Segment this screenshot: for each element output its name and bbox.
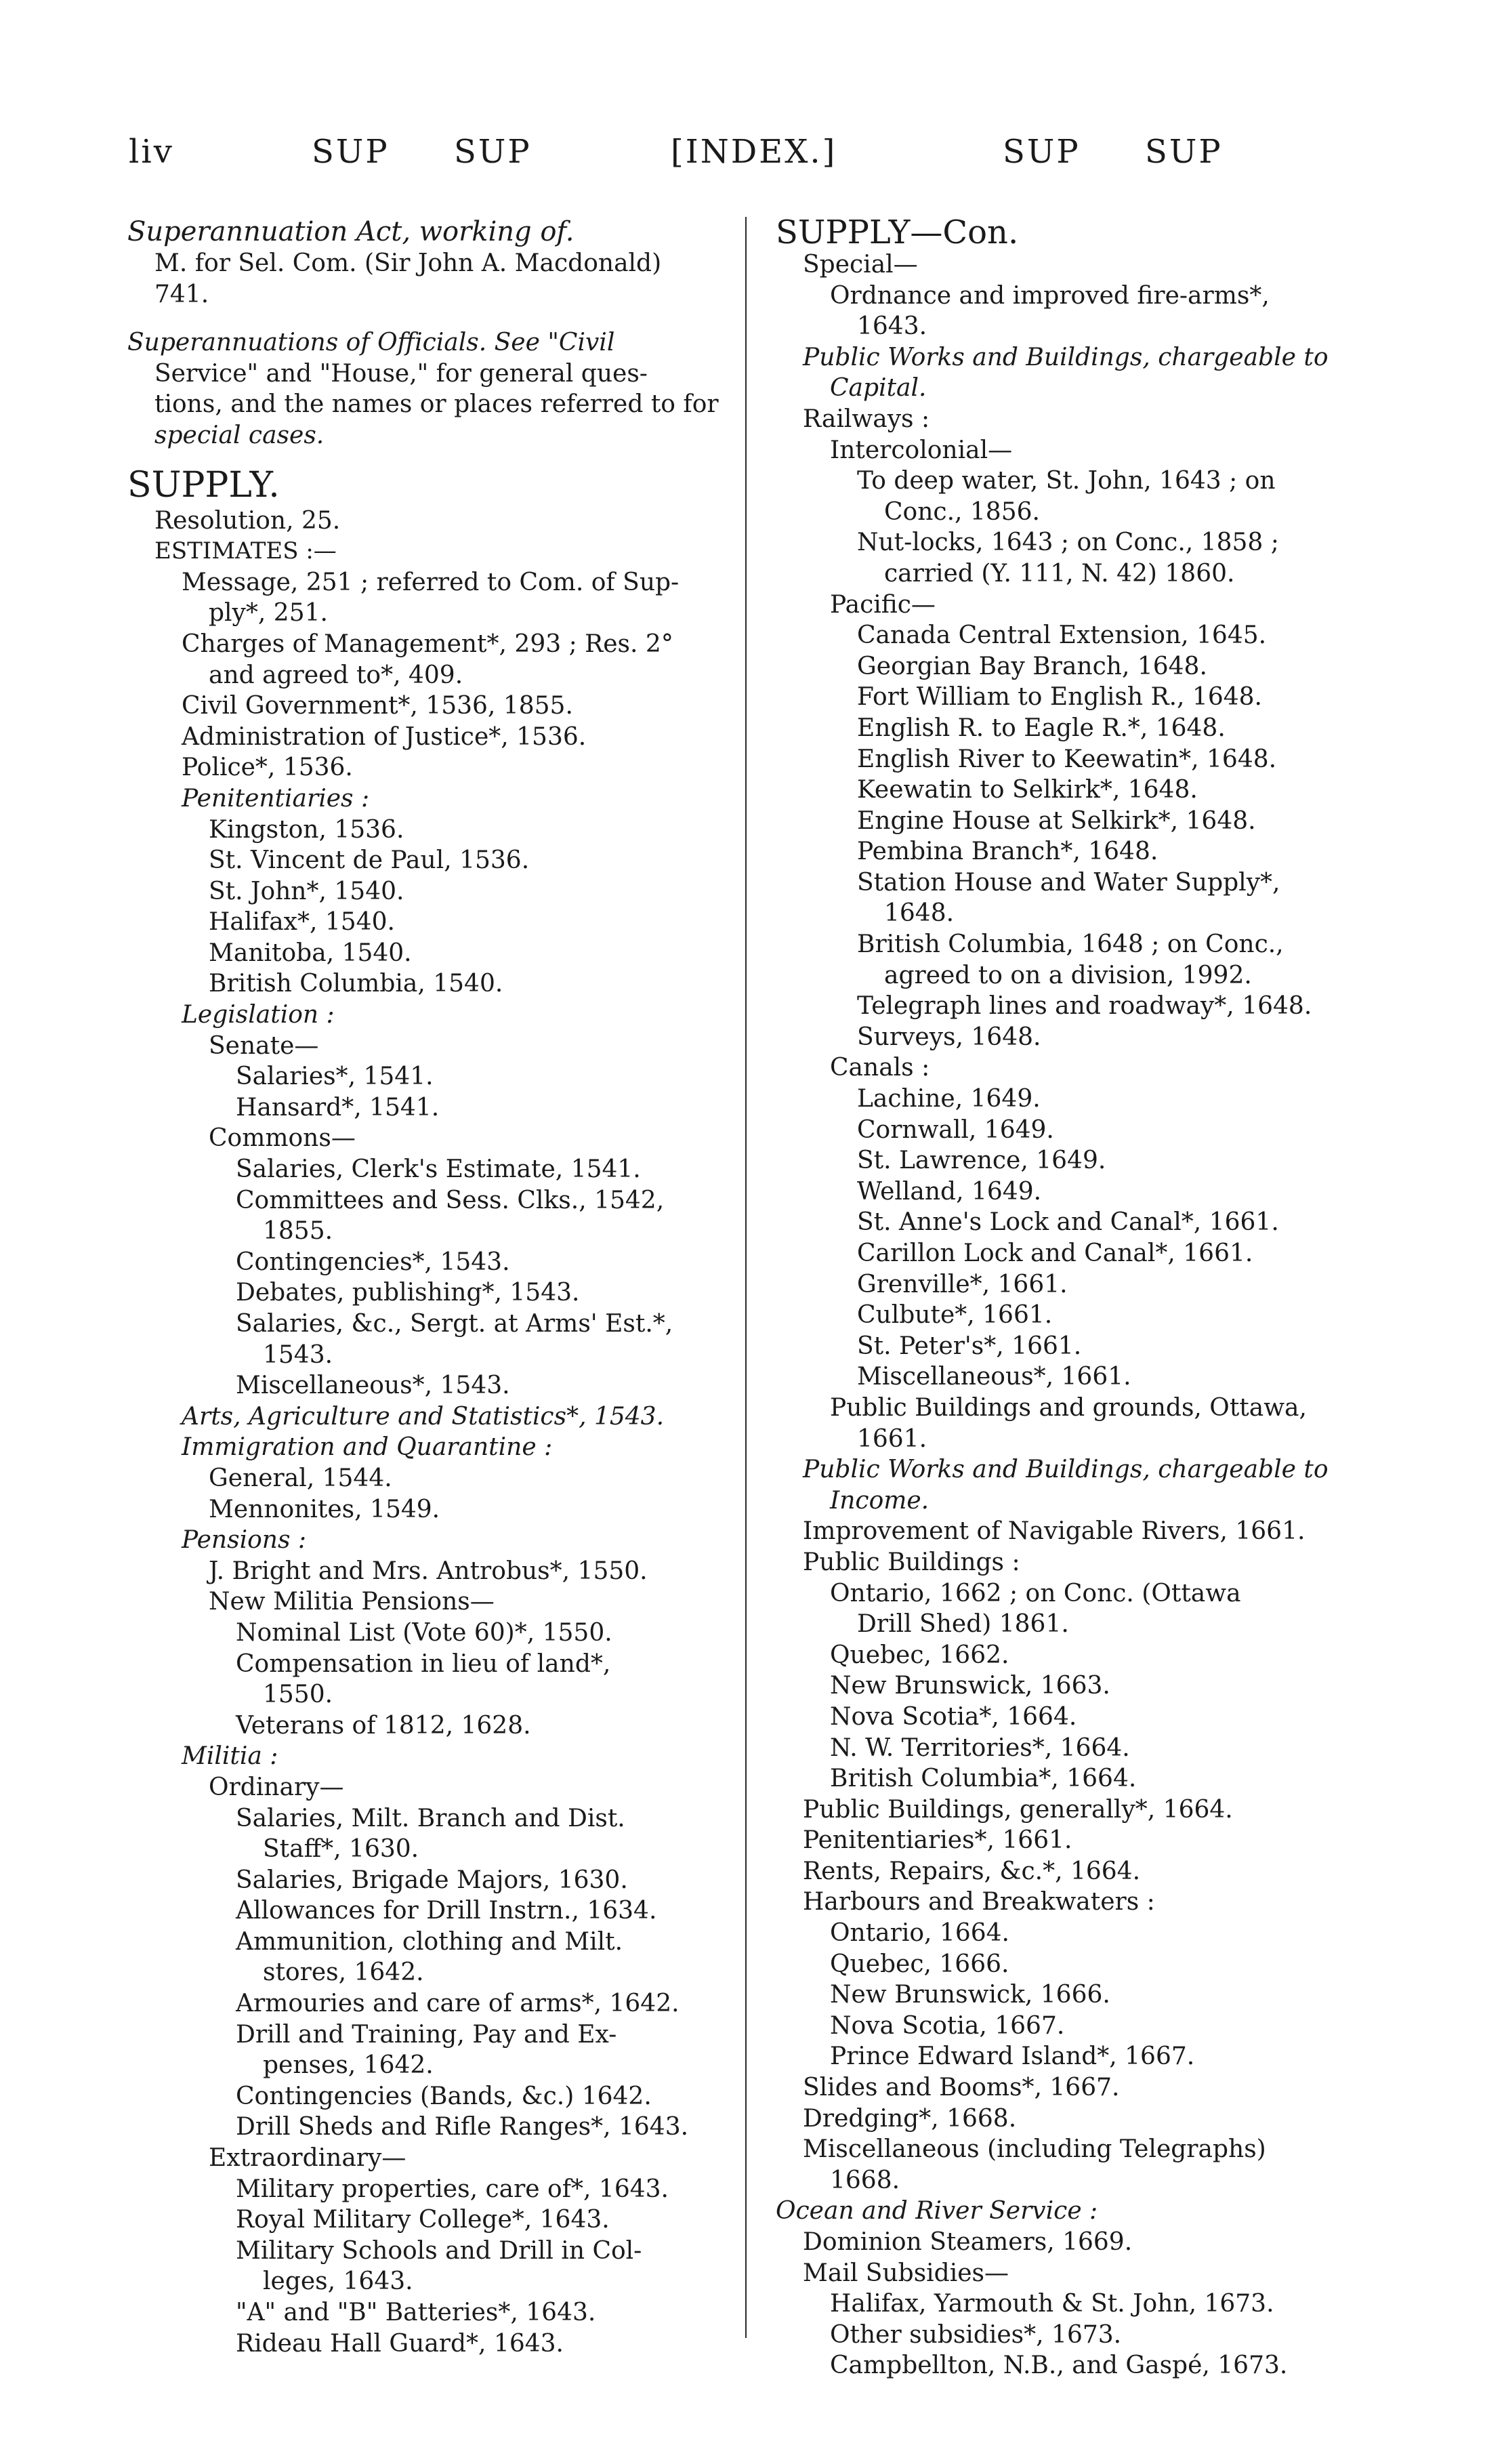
left-index-entry: Immigration and Quarantine : — [182, 1433, 553, 1462]
right-index-entry: Quebec, 1662. — [830, 1641, 1009, 1669]
right-index-entry: St. Lawrence, 1649. — [857, 1147, 1106, 1175]
right-index-entry: Other subsidies*, 1673. — [830, 2320, 1122, 2349]
left-index-entry: Superannuations of Officials. See "Civil — [127, 329, 615, 357]
right-index-entry: agreed to on a division, 1992. — [884, 961, 1252, 989]
left-index-entry: Veterans of 1812, 1628. — [236, 1711, 531, 1740]
left-index-entry: Salaries*, 1541. — [236, 1063, 434, 1091]
right-index-entry: English R. to Eagle R.*, 1648. — [857, 714, 1226, 742]
left-index-entry: Superannuation Act, working of. — [127, 216, 575, 247]
left-index-entry: Mennonites, 1549. — [209, 1495, 440, 1523]
left-index-entry: J. Bright and Mrs. Antrobus*, 1550. — [209, 1557, 648, 1585]
right-index-entry: Campbellton, N.B., and Gaspé, 1673. — [830, 2352, 1288, 2380]
left-index-entry: Ordinary— — [209, 1773, 344, 1801]
right-index-entry: Miscellaneous*, 1661. — [857, 1363, 1131, 1391]
left-index-entry: Police*, 1536. — [182, 754, 353, 782]
left-index-entry: Militia : — [182, 1742, 278, 1771]
header-left-guide-1: SUP — [312, 133, 390, 171]
right-index-entry: Nova Scotia*, 1664. — [830, 1702, 1077, 1731]
right-index-entry: Canals : — [830, 1054, 930, 1082]
right-index-entry: Nova Scotia, 1667. — [830, 2011, 1065, 2040]
right-index-entry: Quebec, 1666. — [830, 1950, 1009, 1978]
right-index-entry: Drill Shed) 1861. — [857, 1610, 1069, 1639]
left-index-entry: Penitentiaries : — [182, 784, 370, 813]
left-index-entry: penses, 1642. — [263, 2051, 434, 2080]
left-index-entry: Debates, publishing*, 1543. — [236, 1279, 580, 1307]
header-left-guide-2: SUP — [454, 133, 532, 171]
right-index-entry: Public Buildings and grounds, Ottawa, — [830, 1393, 1307, 1422]
right-index-entry: Georgian Bay Branch, 1648. — [857, 652, 1207, 680]
left-index-entry: M. for Sel. Com. (Sir John A. Macdonald) — [154, 249, 662, 277]
right-index-entry: Pembina Branch*, 1648. — [857, 838, 1158, 866]
right-index-entry: Engine House at Selkirk*, 1648. — [857, 806, 1256, 835]
right-index-entry: Surveys, 1648. — [857, 1023, 1041, 1051]
left-index-entry: ESTIMATES :— — [154, 537, 337, 565]
header-right-guide-1: SUP — [1003, 133, 1081, 171]
left-index-entry: 1855. — [263, 1217, 333, 1246]
right-index-entry: Public Works and Buildings, chargeable to — [803, 343, 1329, 371]
right-index-entry: Culbute*, 1661. — [857, 1301, 1053, 1330]
left-index-entry: SUPPLY. — [127, 464, 280, 506]
left-index-entry: Hansard*, 1541. — [236, 1093, 440, 1122]
left-index-entry: General, 1544. — [209, 1464, 392, 1492]
right-index-entry: To deep water, St. John, 1643 ; on — [857, 467, 1276, 495]
left-index-entry: Armouries and care of arms*, 1642. — [236, 1990, 680, 2018]
right-index-entry: Mail Subsidies— — [803, 2259, 1009, 2287]
column-divider — [745, 217, 747, 2338]
left-index-entry: Contingencies*, 1543. — [236, 1248, 510, 1276]
left-index-entry: 1543. — [263, 1340, 333, 1369]
right-index-entry: Special— — [803, 251, 918, 279]
left-index-entry: Drill Sheds and Rifle Ranges*, 1643. — [236, 2113, 689, 2141]
left-index-entry: Salaries, &c., Sergt. at Arms' Est.*, — [236, 1310, 673, 1338]
left-index-entry: "A" and "B" Batteries*, 1643. — [236, 2299, 596, 2326]
left-index-entry: Extraordinary— — [209, 2144, 406, 2173]
right-index-entry: Dominion Steamers, 1669. — [803, 2228, 1133, 2256]
right-index-entry: Keewatin to Selkirk*, 1648. — [857, 776, 1198, 804]
left-index-entry: Salaries, Clerk's Estimate, 1541. — [236, 1155, 641, 1184]
left-index-entry: Message, 251 ; referred to Com. of Sup- — [182, 568, 680, 596]
index-column-left — [127, 215, 751, 2359]
right-index-entry: Welland, 1649. — [857, 1177, 1042, 1206]
right-index-entry: Rents, Repairs, &c.*, 1664. — [803, 1857, 1141, 1885]
left-index-entry: Pensions : — [182, 1526, 306, 1555]
right-index-entry: Ontario, 1662 ; on Conc. (Ottawa — [830, 1579, 1241, 1607]
index-column-right — [776, 215, 1392, 2381]
left-index-entry: special cases. — [154, 421, 325, 449]
header-right-guide-2: SUP — [1145, 133, 1223, 171]
left-index-entry: Senate— — [209, 1031, 319, 1060]
left-index-entry: Military Schools and Drill in Col- — [236, 2236, 642, 2265]
left-index-entry: Salaries, Milt. Branch and Dist. — [236, 1804, 625, 1832]
left-index-entry: Kingston, 1536. — [209, 815, 404, 844]
left-index-entry: stores, 1642. — [263, 1958, 424, 1987]
page-number: liv — [129, 133, 174, 171]
left-index-entry: Contingencies (Bands, &c.) 1642. — [236, 2082, 652, 2110]
left-index-entry: St. Vincent de Paul, 1536. — [209, 846, 530, 875]
right-index-entry: Lachine, 1649. — [857, 1085, 1041, 1113]
left-index-entry: Legislation : — [182, 1001, 335, 1029]
left-index-entry: Arts, Agriculture and Statistics*, 1543. — [182, 1402, 665, 1431]
right-index-entry: Dredging*, 1668. — [803, 2104, 1017, 2133]
right-index-entry: 1643. — [857, 312, 927, 341]
right-index-entry: Income. — [830, 1486, 929, 1515]
left-index-entry: Commons— — [209, 1124, 356, 1153]
right-index-entry: St. Anne's Lock and Canal*, 1661. — [857, 1208, 1279, 1237]
left-index-entry: St. John*, 1540. — [209, 877, 404, 905]
right-index-entry: New Brunswick, 1666. — [830, 1981, 1110, 2009]
right-index-entry: Penitentiaries*, 1661. — [803, 1826, 1072, 1855]
left-index-entry: tions, and the names or places referred to for — [154, 390, 719, 419]
right-index-entry: Ontario, 1664. — [830, 1919, 1009, 1948]
left-index-entry: and agreed to*, 409. — [209, 661, 463, 689]
left-index-entry: Administration of Justice*, 1536. — [182, 722, 587, 751]
left-index-entry: 1550. — [263, 1681, 333, 1709]
header-section-title: [INDEX.] — [671, 133, 837, 171]
right-index-entry: British Columbia, 1648 ; on Conc., — [857, 930, 1284, 959]
left-index-entry: Military properties, care of*, 1643. — [236, 2175, 669, 2203]
left-index-entry: ply*, 251. — [209, 599, 328, 628]
left-index-entry: leges, 1643. — [263, 2267, 413, 2296]
right-index-entry: British Columbia*, 1664. — [830, 1765, 1137, 1793]
right-index-entry: Public Buildings : — [803, 1548, 1020, 1576]
right-index-entry: New Brunswick, 1663. — [830, 1672, 1110, 1700]
right-index-entry: Canada Central Extension, 1645. — [857, 621, 1267, 650]
right-index-entry: Fort William to English R., 1648. — [857, 683, 1262, 712]
left-index-entry: Resolution, 25. — [154, 506, 341, 535]
right-index-entry: Ordnance and improved fire-arms*, — [830, 281, 1270, 310]
right-index-entry: Public Buildings, generally*, 1664. — [803, 1795, 1233, 1824]
right-index-entry: 1668. — [830, 2166, 900, 2194]
right-index-entry: Pacific— — [830, 590, 936, 619]
left-index-entry: Compensation in lieu of land*, — [236, 1649, 611, 1678]
left-index-entry: Staff*, 1630. — [263, 1835, 419, 1864]
left-index-entry: Nominal List (Vote 60)*, 1550. — [236, 1618, 612, 1647]
right-index-entry: Capital. — [830, 374, 927, 403]
right-index-entry: English River to Keewatin*, 1648. — [857, 745, 1277, 773]
left-index-entry: Miscellaneous*, 1543. — [236, 1372, 510, 1400]
left-index-entry: Halifax*, 1540. — [209, 908, 395, 937]
left-index-entry: Manitoba, 1540. — [209, 939, 412, 967]
right-index-entry: carried (Y. 111, N. 42) 1860. — [884, 559, 1235, 588]
right-index-entry: Prince Edward Island*, 1667. — [830, 2042, 1195, 2071]
left-index-entry: Allowances for Drill Instrn., 1634. — [236, 1897, 657, 1925]
right-index-entry: 1661. — [857, 1424, 927, 1453]
left-index-entry: Committees and Sess. Clks., 1542, — [236, 1186, 665, 1214]
right-index-entry: Conc., 1856. — [884, 497, 1040, 526]
right-index-entry: Intercolonial— — [830, 436, 1013, 464]
right-index-entry: Public Works and Buildings, chargeable to — [803, 1456, 1329, 1484]
left-index-entry: Royal Military College*, 1643. — [236, 2206, 610, 2234]
right-index-entry: St. Peter's*, 1661. — [857, 1332, 1082, 1360]
right-index-entry: N. W. Territories*, 1664. — [830, 1733, 1130, 1762]
left-index-entry: 741. — [154, 280, 209, 308]
left-index-entry: British Columbia, 1540. — [209, 970, 503, 998]
left-index-entry: Ammunition, clothing and Milt. — [236, 1927, 623, 1956]
right-index-entry: Railways : — [803, 405, 930, 433]
right-index-entry: Carillon Lock and Canal*, 1661. — [857, 1239, 1253, 1267]
right-index-entry: Slides and Booms*, 1667. — [803, 2074, 1120, 2102]
right-index-entry: Ocean and River Service : — [776, 2197, 1098, 2225]
right-index-entry: Grenville*, 1661. — [857, 1270, 1068, 1298]
left-index-entry: Drill and Training, Pay and Ex- — [236, 2020, 617, 2049]
left-index-entry: Charges of Management*, 293 ; Res. 2° — [182, 630, 673, 658]
right-index-entry: Improvement of Navigable Rivers, 1661. — [803, 1517, 1305, 1546]
left-index-entry: Salaries, Brigade Majors, 1630. — [236, 1866, 628, 1894]
right-index-entry: Miscellaneous (including Telegraphs) — [803, 2135, 1266, 2164]
right-index-entry: Station House and Water Supply*, — [857, 868, 1280, 897]
left-index-entry: Civil Government*, 1536, 1855. — [182, 692, 573, 720]
running-header — [129, 133, 1382, 187]
right-index-entry: 1648. — [884, 899, 955, 928]
right-index-entry: Cornwall, 1649. — [857, 1115, 1054, 1144]
right-index-entry: Telegraph lines and roadway*, 1648. — [857, 992, 1312, 1021]
left-index-entry: New Militia Pensions— — [209, 1588, 495, 1616]
left-index-entry: Rideau Hall Guard*, 1643. — [236, 2329, 564, 2358]
left-index-entry: Service" and "House," for general ques- — [154, 359, 648, 388]
right-index-entry: Nut-locks, 1643 ; on Conc., 1858 ; — [857, 529, 1279, 557]
right-index-entry: SUPPLY—Con. — [776, 213, 1019, 251]
right-index-entry: Halifax, Yarmouth & St. John, 1673. — [830, 2290, 1274, 2318]
right-index-entry: Harbours and Breakwaters : — [803, 1888, 1155, 1916]
